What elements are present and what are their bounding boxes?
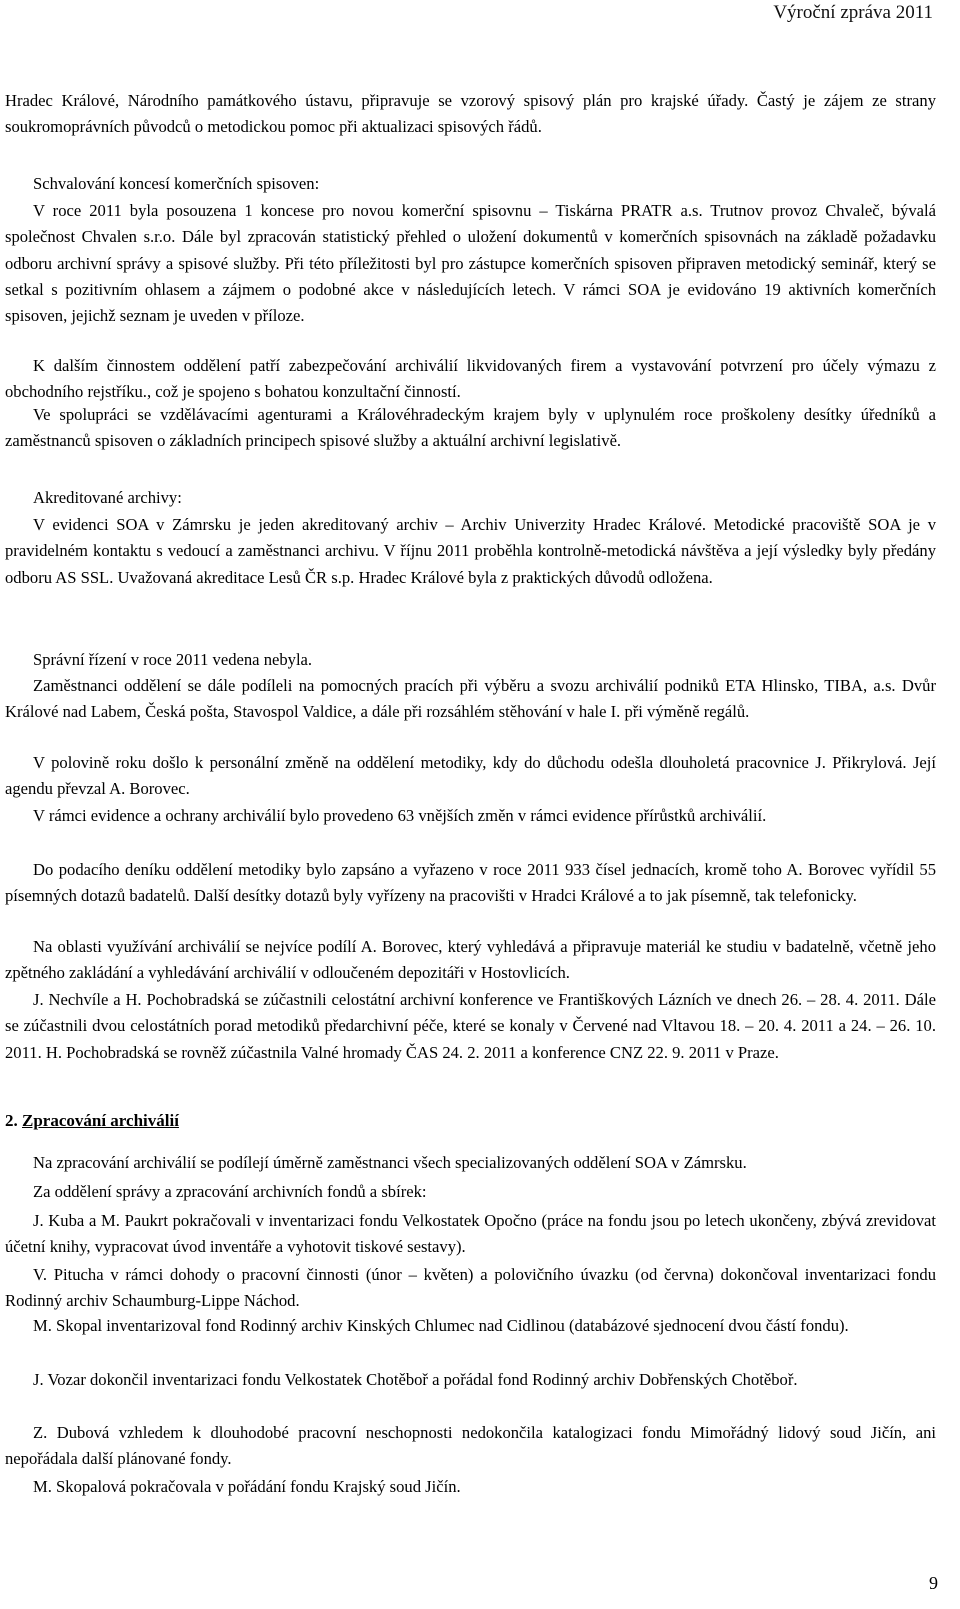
page-number: 9 — [929, 1573, 938, 1593]
text-p2: V roce 2011 byla posouzena 1 koncese pro novou komerční spisovnu – Tiskárna PRATR a.s. Trutnov provoz Chvaleč, bývalá společnost Chvalen s.r.o. Dále byl zpracován statistický přehled o uložení dokumentů v komerčních spisovnách na základě požadavku odboru archivní správy a spisové služby. Při této příležitosti byl pro zástupce komerčních spisoven připraven metodický seminář, který se setkal s pozitivním ohlasem a zájmem o podobné akce v následujících letech. V rámci SOA je evidováno 19 aktivních komerčních spisoven, jejichž seznam je uveden v příloze. — [5, 201, 936, 326]
paragraph-koncese — [5, 198, 936, 329]
text-p20: M. Skopalová pokračovala v pořádání fondu Krajský soud Jičín. — [33, 1477, 461, 1496]
paragraph-cinnosti — [5, 353, 936, 406]
text-p16: V. Pitucha v rámci dohody o pracovní činnosti (únor – květen) a polovičního úvazku (od června) dokončoval inventarizaci fondu Rodinný archiv Schaumburg-Lippe Náchod. — [5, 1265, 936, 1311]
text-p6: Správní řízení v roce 2011 vedena nebyla. — [33, 650, 313, 669]
paragraph-konference — [5, 987, 936, 1066]
paragraph-kuba — [5, 1208, 936, 1261]
text-p4: Ve spolupráci se vzdělávacími agenturami a Královéhradeckým krajem byly v uplynulém roce proškoleny desítky úředníků a zaměstnanců spisoven o základních principech spisové služby a aktuální archivní legislativě. — [5, 405, 936, 451]
text-p17: M. Skopal inventarizoval fond Rodinný archiv Kinských Chlumec nad Cidlinou (databázové sjednocení dvou částí fondu). — [33, 1316, 849, 1335]
text-p11: Na oblasti využívání archiválií se nejvíce podílí A. Borovec, který vyhledává a připravuje materiál ke studiu v badatelně, včetně jeho zpětného zakládání a vyhledávání archiválií v odloučeném depozitáři v Hostovlicích. — [5, 937, 936, 983]
text-p14: Za oddělení správy a zpracování archivních fondů a sbírek: — [33, 1182, 427, 1201]
section-title: Zpracování archiválií — [22, 1111, 179, 1130]
paragraph-evidence — [5, 803, 936, 829]
section-heading-2 — [5, 1108, 179, 1134]
text-p9: V rámci evidence a ochrany archiválií bylo provedeno 63 vnějších změn v rámci evidence přírůstků archiválií. — [33, 806, 767, 825]
text-p3: K dalším činnostem oddělení patří zabezpečování archiválií likvidovaných firem a vystavování potvrzení pro účely výmazu z obchodního rejstříku., což je spojeno s bohatou konzultační činností. — [5, 356, 936, 402]
paragraph-vyuzivani — [5, 934, 936, 987]
text-p18: J. Vozar dokončil inventarizaci fondu Velkostatek Chotěboř a pořádal fond Rodinný archiv Dobřenských Chotěboř. — [33, 1370, 798, 1389]
paragraph-intro-cont — [5, 88, 936, 141]
paragraph-pitucha — [5, 1262, 936, 1315]
text-h-akred: Akreditované archivy: — [33, 488, 182, 507]
text-p1: Hradec Králové, Národního památkového ústavu, připravuje se vzorový spisový plán pro krajské úřady. Častý je zájem ze strany soukromoprávních původců o metodickou pomoc při aktualizaci spisových řádů. — [5, 91, 936, 137]
text-p10: Do podacího deníku oddělení metodiky bylo zapsáno a vyřazeno v roce 2011 933 čísel jednacích, kromě toho A. Borovec vyřídil 55 písemných dotazů badatelů. Další desítky dotazů byly vyřízeny na pracovišti v Hradci Králové a to jak písemně, tak telefonicky. — [5, 860, 936, 906]
paragraph-skopalova — [33, 1474, 933, 1500]
running-header: Výroční zpráva 2011 — [773, 2, 933, 23]
paragraph-spoluprace — [5, 402, 936, 455]
paragraph-za-oddeleni — [33, 1179, 933, 1205]
section-number: 2. — [5, 1111, 18, 1130]
text-p15: J. Kuba a M. Paukrt pokračovali v inventarizaci fondu Velkostatek Opočno (práce na fondu jsou po letech ukončeny, zbývá zrevidovat účetní knihy, vypracovat úvod inventáře a vyhotovit tiskové sestavy). — [5, 1211, 936, 1257]
heading-akreditovane — [33, 485, 933, 511]
text-p5: V evidenci SOA v Zámrsku je jeden akreditovaný archiv – Archiv Univerzity Hradec Králové. Metodické pracoviště SOA je v pravidelném kontaktu s vedoucí a zaměstnanci archivu. V říjnu 2011 proběhla kontrolně-metodická návštěva a její výsledky byly předány odboru AS SSL. Uvažovaná akreditace Lesů ČR s.p. Hradec Králové byla z praktických důvodů odložena. — [5, 515, 936, 587]
paragraph-dubova — [5, 1420, 936, 1473]
heading-koncese — [33, 171, 933, 197]
text-p8: V polovině roku došlo k personální změně na oddělení metodiky, kdy do důchodu odešla dlouholetá pracovnice J. Přikrylová. Její agendu převzal A. Borovec. — [5, 753, 936, 799]
text-p7: Zaměstnanci oddělení se dále podíleli na pomocných pracích při výběru a svozu archiválií podniků ETA Hlinsko, TIBA, a.s. Dvůr Králové nad Labem, Česká pošta, Stavospol Valdice, a dále při rozsáhlém stěhování v hale I. při výměně regálů. — [5, 676, 936, 722]
paragraph-skopal — [5, 1313, 936, 1339]
text-p19: Z. Dubová vzhledem k dlouhodobé pracovní neschopnosti nedokončila katalogizaci fondu Mimořádný lidový soud Jičín, ani nepořádala další plánované fondy. — [5, 1423, 936, 1469]
paragraph-podaci-denik — [5, 857, 936, 910]
text-h-koncese: Schvalování koncesí komerčních spisoven: — [33, 174, 320, 193]
text-p13: Na zpracování archiválií se podílejí úměrně zaměstnanci všech specializovaných oddělení SOA v Zámrsku. — [33, 1153, 747, 1172]
text-p12: J. Nechvíle a H. Pochobradská se zúčastnili celostátní archivní konference ve Františkových Lázních ve dnech 26. – 28. 4. 2011. Dále se zúčastnili dvou celostátních porad metodiků předarchivní péče, které se konaly v Červené nad Vltavou 18. – 20. 4. 2011 a 24. – 26. 10. 2011. H. Pochobradská se rovněž zúčastnila Valné hromady ČAS 24. 2. 2011 a konference CNZ 22. 9. 2011 v Praze. — [5, 990, 936, 1062]
paragraph-pomocne-prace — [5, 673, 936, 726]
paragraph-spravni-rizeni — [33, 647, 933, 673]
paragraph-akreditace — [5, 512, 936, 591]
paragraph-personalni — [5, 750, 936, 803]
paragraph-vozar — [5, 1367, 936, 1393]
paragraph-zpracovani — [33, 1150, 933, 1176]
